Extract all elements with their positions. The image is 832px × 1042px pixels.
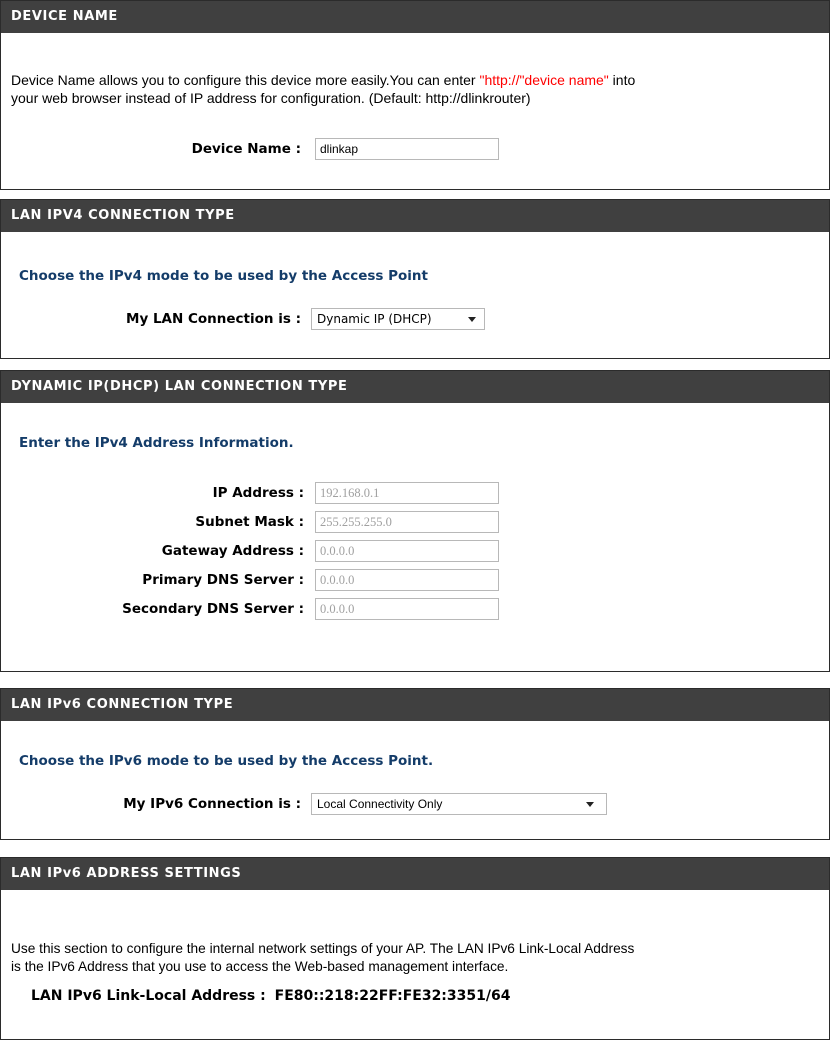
link-local-address-label: LAN IPv6 Link-Local Address : (31, 988, 266, 1004)
device-name-description-line2: your web browser instead of IP address for configuration. (Default: http://dlinkrouter) (11, 90, 531, 106)
lan-connection-selected-value: Dynamic IP (DHCP) (317, 312, 432, 326)
chevron-down-icon (586, 802, 594, 807)
device-name-header: DEVICE NAME (1, 1, 829, 33)
lan-ipv6-header: LAN IPv6 CONNECTION TYPE (1, 689, 829, 721)
ipv6-connection-selected-value: Local Connectivity Only (317, 797, 443, 811)
lan-connection-label: My LAN Connection is : (126, 311, 301, 327)
secondary-dns-input[interactable]: 0.0.0.0 (315, 598, 499, 620)
ip-address-input[interactable]: 192.168.0.1 (315, 482, 499, 504)
device-name-description: Device Name allows you to configure this device more easily.You can enter "http://"device name" into (11, 72, 636, 88)
device-name-label: Device Name : (191, 141, 301, 157)
subnet-mask-label: Subnet Mask : (195, 514, 304, 530)
ipv6-address-description: Use this section to configure the internal network settings of your AP. The LAN IPv6 Link-Local Address (11, 941, 635, 956)
dhcp-header: DYNAMIC IP(DHCP) LAN CONNECTION TYPE (1, 371, 829, 403)
device-name-section (0, 0, 830, 190)
lan-ipv4-header: LAN IPV4 CONNECTION TYPE (1, 200, 829, 232)
gateway-address-input[interactable]: 0.0.0.0 (315, 540, 499, 562)
secondary-dns-label: Secondary DNS Server : (122, 601, 304, 617)
link-local-address-row (31, 988, 510, 1004)
primary-dns-label: Primary DNS Server : (142, 572, 304, 588)
lan-ipv6-subtitle: Choose the IPv6 mode to be used by the Access Point. (19, 753, 434, 769)
lan-ipv6-section (0, 688, 830, 840)
lan-ipv4-subtitle: Choose the IPv4 mode to be used by the Access Point (19, 268, 428, 284)
ipv6-address-section (0, 857, 830, 1040)
lan-ipv4-section (0, 199, 830, 359)
ip-address-label: IP Address : (212, 485, 304, 501)
ipv6-connection-select[interactable] (311, 793, 607, 815)
device-name-input[interactable]: dlinkap (315, 138, 499, 160)
chevron-down-icon (468, 317, 476, 322)
ipv6-address-description-line2: is the IPv6 Address that you use to access the Web-based management interface. (11, 959, 509, 974)
dhcp-section (0, 370, 830, 672)
subnet-mask-input[interactable]: 255.255.255.0 (315, 511, 499, 533)
lan-connection-select[interactable] (311, 308, 485, 330)
ipv6-connection-label: My IPv6 Connection is : (123, 796, 301, 812)
primary-dns-input[interactable]: 0.0.0.0 (315, 569, 499, 591)
gateway-address-label: Gateway Address : (161, 543, 304, 559)
ipv6-address-header: LAN IPv6 ADDRESS SETTINGS (1, 858, 829, 890)
link-local-address-value: FE80::218:22FF:FE32:3351/64 (274, 988, 511, 1004)
dhcp-subtitle: Enter the IPv4 Address Information. (19, 435, 294, 451)
